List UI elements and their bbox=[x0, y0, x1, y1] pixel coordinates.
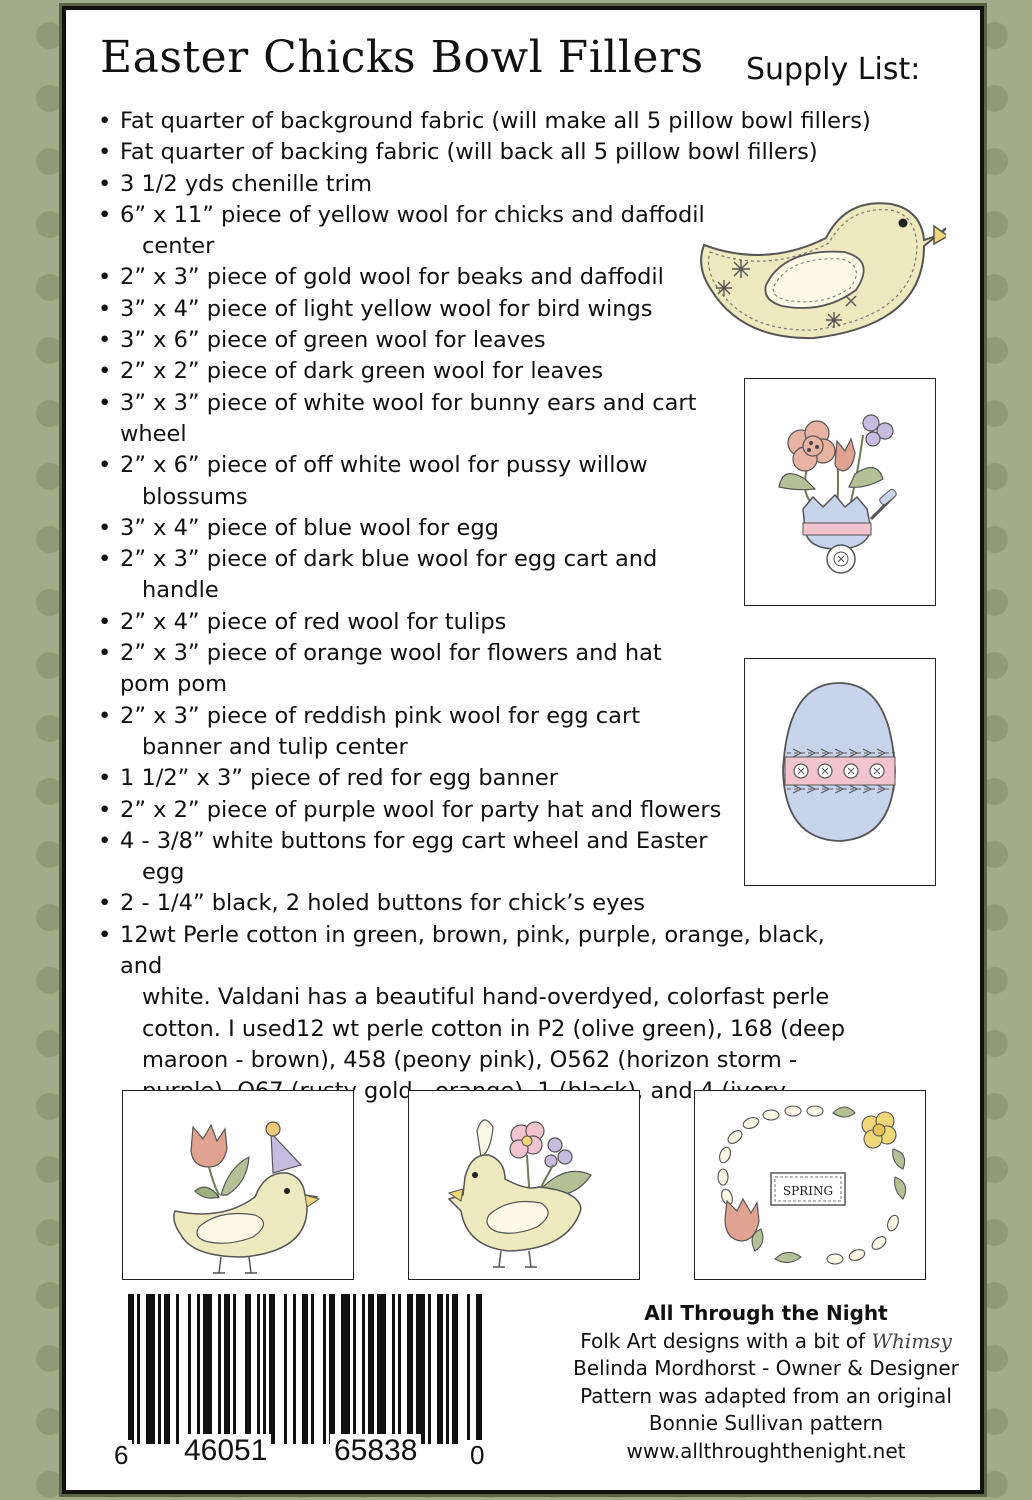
supply-item-continuation: pom pom bbox=[120, 671, 228, 698]
supply-item-text: 2” x 4” piece of red wool for tulips bbox=[120, 608, 507, 635]
supply-item-text: 3 1/2 yds chenille trim bbox=[120, 170, 373, 197]
barcode-bar bbox=[203, 1294, 212, 1444]
chick-illustration bbox=[696, 190, 946, 350]
adapted-line-2: Bonnie Sullivan pattern bbox=[648, 1411, 884, 1435]
barcode-bar bbox=[176, 1294, 179, 1444]
spring-wreath-illustration bbox=[694, 1090, 926, 1280]
barcode-group-2: 65838 bbox=[330, 1434, 421, 1468]
egg-cart-illustration bbox=[744, 378, 936, 606]
supply-item-text: 3” x 4” piece of light yellow wool for bird wings bbox=[120, 295, 653, 322]
barcode-bar bbox=[245, 1294, 251, 1444]
supply-item-continuation: banner and tulip center bbox=[142, 733, 408, 760]
supply-item-text: Fat quarter of backing fabric (will back all 5 pillow bowl fillers) bbox=[120, 139, 818, 166]
barcode-bar bbox=[146, 1294, 155, 1444]
barcode-bar bbox=[452, 1294, 458, 1444]
barcode-right-digit: 0 bbox=[466, 1440, 488, 1471]
barcode-bar bbox=[302, 1294, 308, 1444]
supply-item bbox=[96, 106, 876, 137]
supply-item-text: 4 - 3/8” white buttons for egg cart wheel and Easter bbox=[120, 827, 708, 854]
supply-item-text: 2” x 6” piece of off white wool for pussy willow bbox=[120, 452, 648, 479]
barcode-bar bbox=[284, 1294, 287, 1444]
whimsy-word: Whimsy bbox=[871, 1328, 952, 1353]
barcode-bar bbox=[437, 1294, 443, 1444]
barcode-bar bbox=[323, 1294, 326, 1444]
barcode-bar bbox=[377, 1294, 386, 1444]
party-hat-chick-illustration bbox=[122, 1090, 354, 1280]
supply-item-text: 2” x 3” piece of dark blue wool for egg cart and bbox=[120, 546, 658, 573]
supply-item-text: 2” x 2” piece of dark green wool for leaves bbox=[120, 358, 604, 385]
supply-item-text: 1 1/2” x 3” piece of red for egg banner bbox=[120, 765, 559, 792]
supply-item-text: 3” x 4” piece of blue wool for egg bbox=[120, 514, 499, 541]
barcode-bar bbox=[158, 1294, 161, 1444]
barcode-bar bbox=[224, 1294, 230, 1444]
website-link[interactable]: www.allthroughthenight.net bbox=[626, 1438, 906, 1463]
barcode-bar bbox=[362, 1294, 365, 1444]
barcode-bar bbox=[368, 1294, 374, 1444]
easter-egg-illustration bbox=[744, 658, 936, 886]
supply-item-text: 2” x 3” piece of gold wool for beaks and daffodil bbox=[120, 264, 664, 291]
barcode-bar bbox=[353, 1294, 356, 1444]
supply-item bbox=[96, 888, 876, 919]
supply-item-continuation: white. Valdani has a beautiful hand-overdyed, colorfast perle cotton. I used12 wt perle cotton in P2 (olive green), 168 (deep maroon - brown), 458 (peony pink), O562 (horizon storm - gold and bbox=[142, 984, 845, 1105]
barcode-left-digit: 6 bbox=[110, 1440, 132, 1471]
barcode-bar bbox=[128, 1294, 134, 1444]
supply-item-continuation: egg bbox=[142, 859, 185, 886]
barcode-bar bbox=[197, 1294, 200, 1444]
credits-block bbox=[566, 1300, 966, 1465]
barcode-bar bbox=[416, 1294, 425, 1444]
spring-sign-text: SPRING bbox=[782, 1184, 834, 1198]
page-title: Easter Chicks Bowl Fillers bbox=[100, 32, 704, 83]
supply-item-continuation: blossums bbox=[142, 483, 248, 510]
supply-list-heading: Supply List: bbox=[746, 52, 921, 87]
supply-item-continuation: handle bbox=[142, 577, 219, 604]
pattern-card bbox=[62, 6, 984, 1494]
barcode-bar bbox=[164, 1294, 170, 1444]
supply-item-continuation: center bbox=[142, 233, 215, 260]
supply-item-text: 6” x 11” piece of yellow wool for chicks and daffodil bbox=[120, 201, 705, 228]
supply-item-text: Fat quarter of background fabric (will make all 5 pillow bowl fillers) bbox=[120, 108, 871, 134]
barcode bbox=[112, 1294, 492, 1474]
barcode-bar bbox=[446, 1294, 449, 1444]
barcode-bar bbox=[257, 1294, 260, 1444]
barcode-bar bbox=[476, 1294, 482, 1444]
barcode-bar bbox=[218, 1294, 221, 1444]
barcode-bar bbox=[407, 1294, 413, 1444]
tagline bbox=[566, 1328, 966, 1356]
barcode-bar bbox=[188, 1294, 191, 1444]
supply-item-text: 12wt Perle cotton in green, brown, pink, purple, orange, black, and bbox=[120, 921, 825, 980]
owner-line: Belinda Mordhorst - Owner & Designer bbox=[573, 1356, 959, 1380]
supply-item-text: 2” x 3” piece of reddish pink wool for egg cart bbox=[120, 702, 641, 729]
barcode-bar bbox=[467, 1294, 470, 1444]
supply-item-text: 3” x 6” piece of green wool for leaves bbox=[120, 327, 546, 354]
barcode-bar bbox=[269, 1294, 275, 1444]
barcode-bar bbox=[329, 1294, 335, 1444]
tagline-text: Folk Art designs with a bit of bbox=[580, 1328, 872, 1353]
supply-item bbox=[96, 137, 876, 168]
barcode-bar bbox=[293, 1294, 296, 1444]
barcode-bar bbox=[311, 1294, 314, 1444]
barcode-group-1: 46051 bbox=[180, 1434, 271, 1468]
supply-item-text: 3” x 3” piece of white wool for bunny ears and cart bbox=[120, 389, 697, 416]
barcode-bar bbox=[137, 1294, 140, 1444]
supply-item-text: 2” x 2” piece of purple wool for party hat and flowers bbox=[120, 796, 722, 823]
supply-item-text: 2” x 3” piece of orange wool for flowers and hat bbox=[120, 640, 662, 667]
barcode-bar bbox=[233, 1294, 236, 1444]
supply-item-text: 2 - 1/4” black, 2 holed buttons for chick’s eyes bbox=[120, 890, 646, 917]
adapted-line-1: Pattern was adapted from an original bbox=[580, 1383, 952, 1408]
barcode-bar bbox=[263, 1294, 266, 1444]
barcode-bar bbox=[398, 1294, 401, 1444]
supply-item bbox=[96, 607, 876, 638]
supply-item-continuation: wheel bbox=[120, 420, 187, 447]
flower-chick-illustration bbox=[408, 1090, 640, 1280]
barcode-bar bbox=[392, 1294, 395, 1444]
company-name: All Through the Night bbox=[644, 1301, 888, 1325]
barcode-bar bbox=[428, 1294, 431, 1444]
barcode-bar bbox=[341, 1294, 350, 1444]
